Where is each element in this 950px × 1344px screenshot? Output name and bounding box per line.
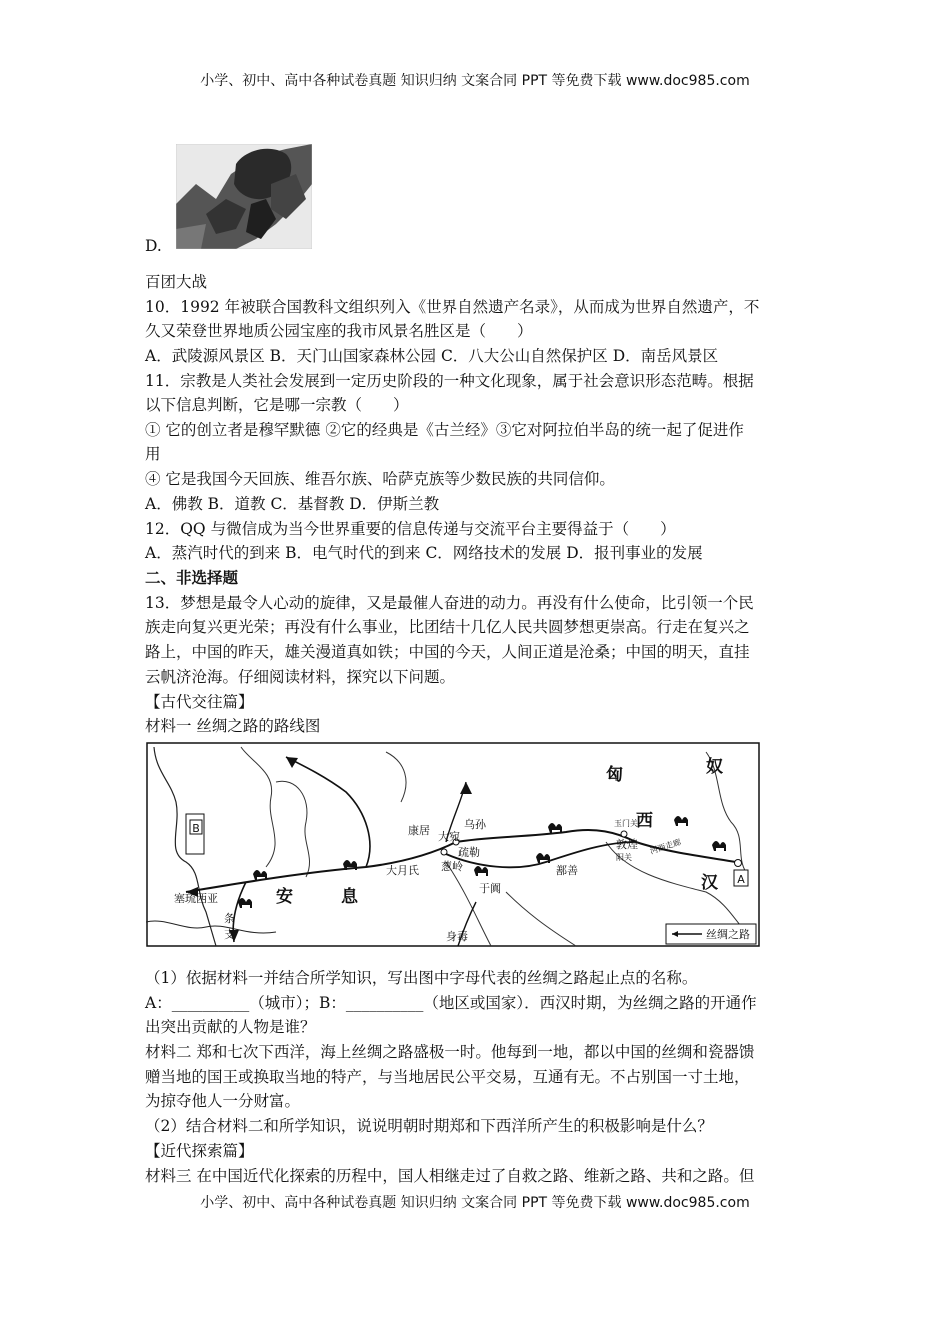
map-label-yutian: 于阗 [479,882,501,895]
map-label-dayuezhi: 大月氏 [386,864,419,877]
q9-option-d-label: D. [145,237,162,255]
q12-stem: 12．QQ 与微信成为当今世界重要的信息传递与交流平台主要得益于（ ） [145,520,676,538]
map-label-kangju: 康居 [408,824,430,837]
q12-options: A．蒸汽时代的到来 B．电气时代的到来 C．网络技术的发展 D．报刊事业的发展 [145,544,703,562]
q13-material3-line1: 材料三 在中国近代化探索的历程中，国人相继走过了自救之路、维新之路、共和之路。但 [145,1167,755,1185]
q11-info-line1: ① 它的创立者是穆罕默德 ②它的经典是《古兰经》③它对阿拉伯半岛的统一起了促进作 [145,421,744,439]
map-label-xiongnu-2: 奴 [706,757,723,777]
q13-intro-line3: 路上，中国的昨天，雄关漫道真如铁；中国的今天，人间正道是沧桑；中国的明天，直挂 [145,643,750,661]
map-label-shendu: 身毒 [446,930,468,943]
battle-photo [176,144,312,249]
q11-info-line3: ④ 它是我国今天回族、维吾尔族、哈萨克族等少数民族的共同信仰。 [145,470,615,488]
q10-options: A．武陵源风景区 B．天门山国家森林公园 C．八大公山自然保护区 D．南岳风景区 [145,347,719,365]
map-marker-a: A [737,873,745,886]
q13-material1-title: 材料一 丝绸之路的路线图 [145,717,321,735]
map-label-han: 汉 [701,873,718,893]
map-label-anxi-1: 安 [276,887,293,907]
map-label-wusun: 乌孙 [464,818,486,831]
map-label-anxi-2: 息 [341,887,358,907]
map-label-syria: 塞琉西亚 [174,892,218,905]
map-label-congling: 葱岭 [441,860,463,873]
q13-intro-line2: 族走向复兴更光荣；再没有什么事业，比团结十几亿人民共圆梦想更崇高。行走在复兴之 [145,618,750,636]
map-legend: 丝绸之路 [706,928,750,941]
page-header: 小学、初中、高中各种试卷真题 知识归纳 文案合同 PPT 等免费下载 www.doc985.com [200,73,750,89]
q13-part2-title: 【近代探索篇】 [145,1142,254,1160]
q13-intro-line1: 13．梦想是最令人心动的旋律，又是最催人奋进的动力。再没有什么使命，比引领一个民 [145,594,754,612]
q13-material2-line2: 赠当地的国王或换取当地的特产，与当地居民公平交易，互通有无。不占别国一寸土地， [145,1068,750,1086]
map-label-yangguan: 阳关 [616,853,632,862]
q11-options: A．佛教 B．道教 C．基督教 D．伊斯兰教 [145,495,440,513]
page-footer: 小学、初中、高中各种试卷真题 知识归纳 文案合同 PPT 等免费下载 www.doc985.com [200,1195,750,1211]
map-label-shule: 疏勒 [458,846,480,859]
q11-stem-line2: 以下信息判断，它是哪一宗教（ ） [145,396,409,414]
q10-stem-line2: 久又荣登世界地质公园宝座的我市风景名胜区是（ ） [145,322,533,340]
q13-q1-line3: 出突出贡献的人物是谁？ [145,1018,316,1036]
map-label-yumenguan: 玉门关 [614,819,638,828]
map-label-tiaozhi-1: 条 [224,912,235,925]
map-label-tiaozhi-2: 支 [224,928,235,941]
q10-stem-line1: 10．1992 年被联合国教科文组织列入《世界自然遗产名录》，从而成为世界自然遗产，不 [145,298,760,316]
q13-q1-line1: （1）依据材料一并结合所学知识，写出图中字母代表的丝绸之路起止点的名称。 [145,969,698,987]
map-label-dayuan: 大宛 [438,830,460,843]
map-label-shanshan: 鄯善 [556,864,578,877]
q13-q1-line2: A：__________（城市）；B：__________（地区或国家）．西汉时期，为丝绸之路的开通作 [145,994,757,1012]
q13-material2-line1: 材料二 郑和七次下西洋，海上丝绸之路盛极一时。他每到一地，都以中国的丝绸和瓷器馈 [145,1043,755,1061]
silk-road-map [146,742,760,947]
q11-stem-line1: 11．宗教是人类社会发展到一定历史阶段的一种文化现象，属于社会意识形态范畴。根据 [145,372,754,390]
map-marker-b: B [192,822,200,835]
q13-q2-line1: （2）结合材料二和所学知识，说说明朝时期郑和下西洋所产生的积极影响是什么？ [145,1117,713,1135]
q13-material2-line3: 为掠夺他人一分财富。 [145,1092,301,1110]
q13-intro-line4: 云帆济沧海。仔细阅读材料，探究以下问题。 [145,668,456,686]
map-label-xiongnu-1: 匈 [606,765,623,785]
map-label-hexi: 河西走廊 [648,837,683,856]
q13-part1-title: 【古代交往篇】 [145,693,254,711]
map-label-xi: 西 [636,811,653,831]
q9-option-d-caption: 百团大战 [145,273,208,291]
map-label-dunhuang: 敦煌 [616,838,638,851]
q11-info-line2: 用 [145,445,161,463]
section2-title: 二、非选择题 [145,568,239,587]
